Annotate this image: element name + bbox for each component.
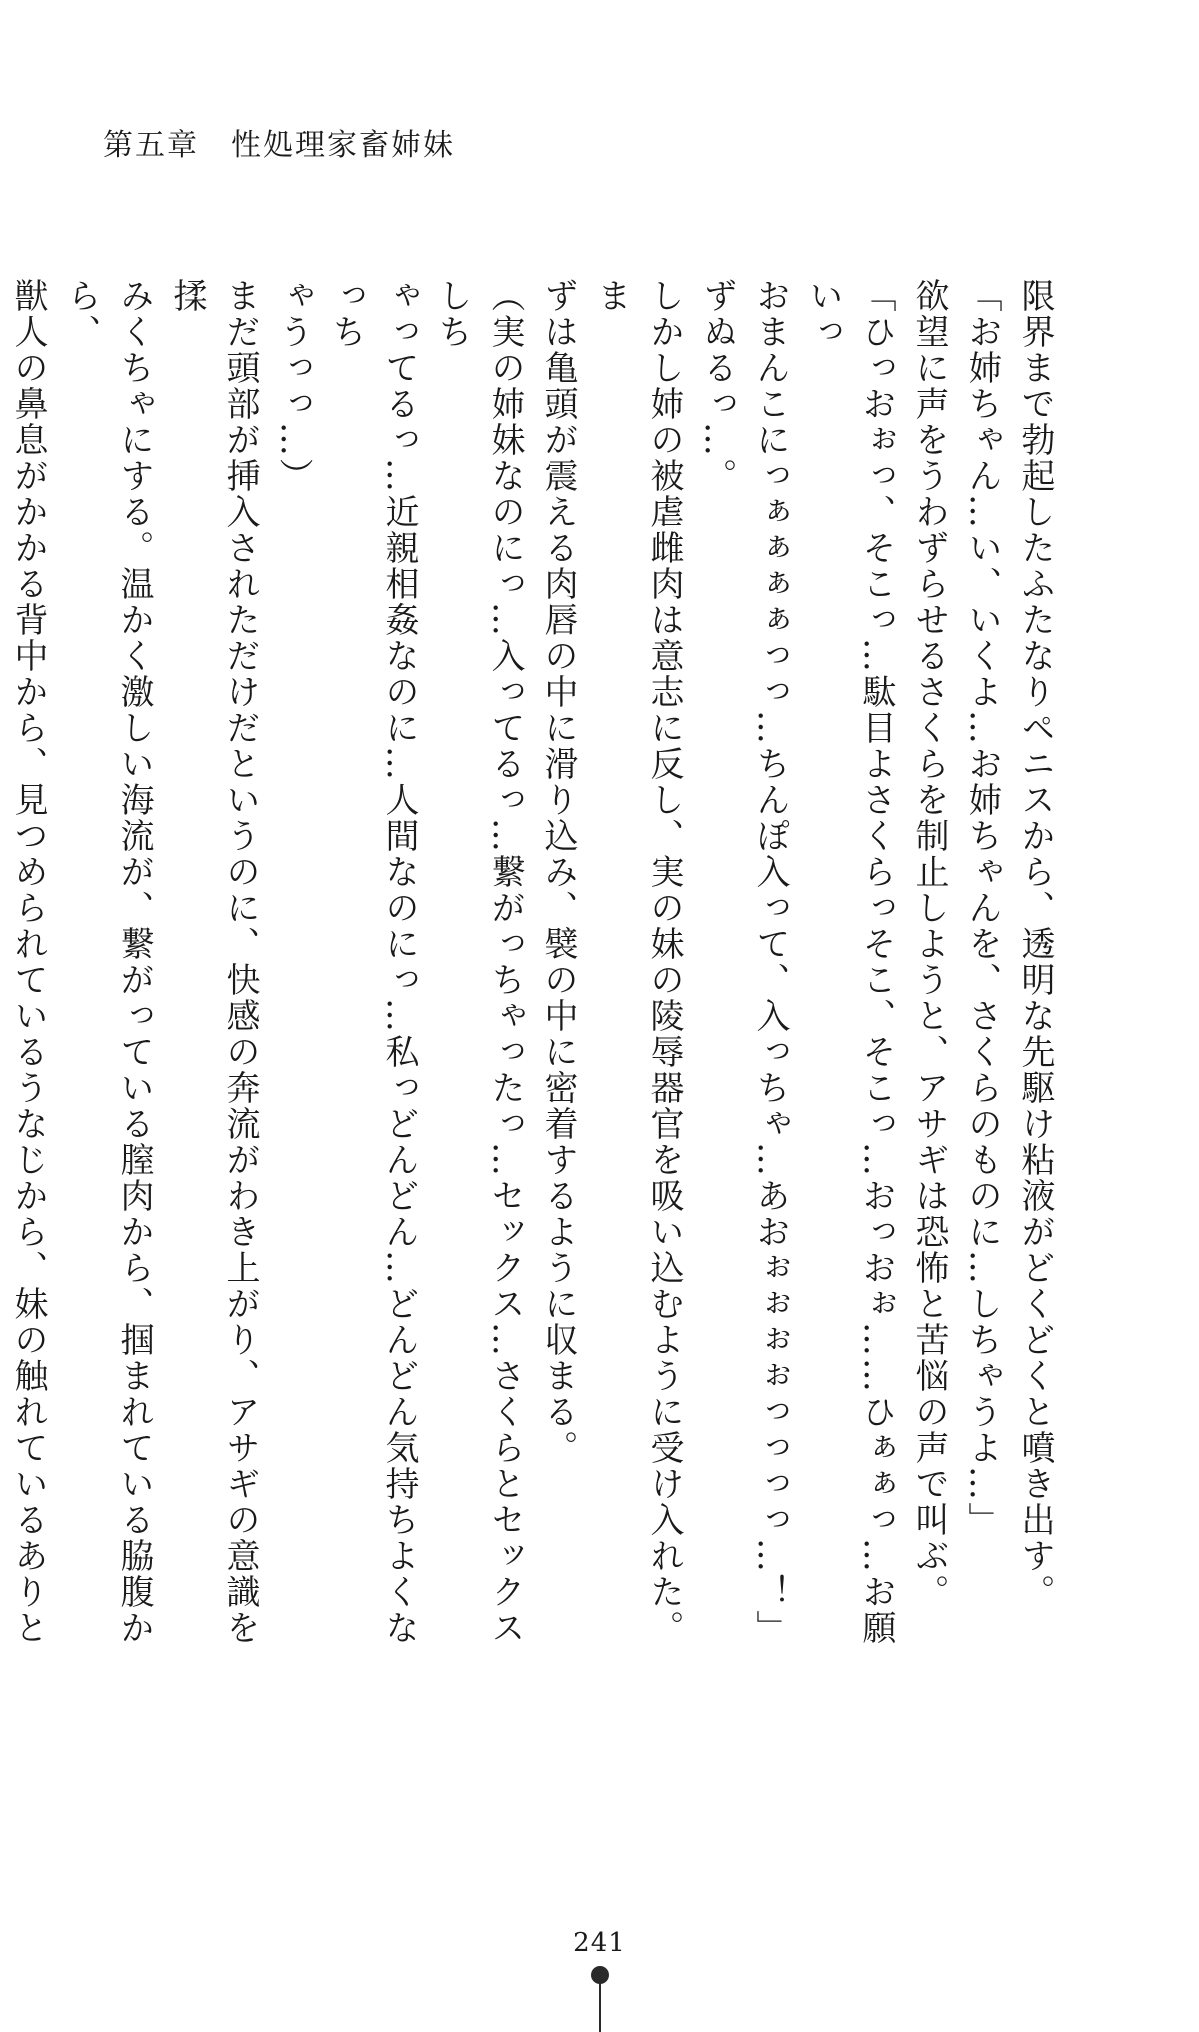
text-line: ゃうっっ…） xyxy=(273,278,313,494)
text-line: （実の姉妹なのにっ…入ってるっ…繋がっちゃったっ…セックス…さくらとセックスしち xyxy=(432,278,525,1646)
text-line: しかし姉の被虐雌肉は意志に反し、実の妹の陵辱器官を吸い込むように受け入れた。ま xyxy=(591,278,684,1646)
body-text xyxy=(8,278,1061,1678)
text-line: おまんこにっぁぁぁぁっっ…ちんぽ入って、入っちゃ…あおぉぉぉぉっっっっ…！」 xyxy=(750,278,790,1646)
text-line: ずは亀頭が震える肉唇の中に滑り込み、襞の中に密着するように収まる。 xyxy=(538,278,578,1466)
text-line: 「ひっおぉっ、そこっ…駄目よさくらっそこ、そこっ…おっおぉ……ひぁぁっ…お願いっ xyxy=(803,278,896,1646)
page-number: 241 xyxy=(573,1928,626,1958)
text-line: 「お姉ちゃん…い、いくよ…お姉ちゃんを、さくらのものに…しちゃうよ…」 xyxy=(962,278,1002,1538)
text-line: ゃってるっ…近親相姦なのに…人間なのにっ…私っどんどん…どんどん気持ちよくなっち xyxy=(326,278,419,1646)
running-title: 第五章 性処理家畜姉妹 xyxy=(103,128,455,163)
ornament-stem xyxy=(599,1980,601,2032)
text-line: 獣人の鼻息がかかる背中から、見つめられているうなじから、妹の触れているありと xyxy=(8,278,48,1646)
text-line: ずぬるっ…。 xyxy=(697,278,737,494)
text-line: 欲望に声をうわずらせるさくらを制止しようと、アサギは恐怖と苦悩の声で叫ぶ。 xyxy=(909,278,949,1610)
text-line: 限界まで勃起したふたなりペニスから、透明な先駆け粘液がどくどくと噴き出す。 xyxy=(1015,278,1055,1610)
page-ornament-icon xyxy=(591,1966,609,2032)
text-line: みくちゃにする。温かく激しい海流が、繋がっている膣肉から、掴まれている脇腹から、 xyxy=(61,278,154,1646)
text-line: まだ頭部が挿入されただけだというのに、快感の奔流がわき上がり、アサギの意識を揉 xyxy=(167,278,260,1646)
